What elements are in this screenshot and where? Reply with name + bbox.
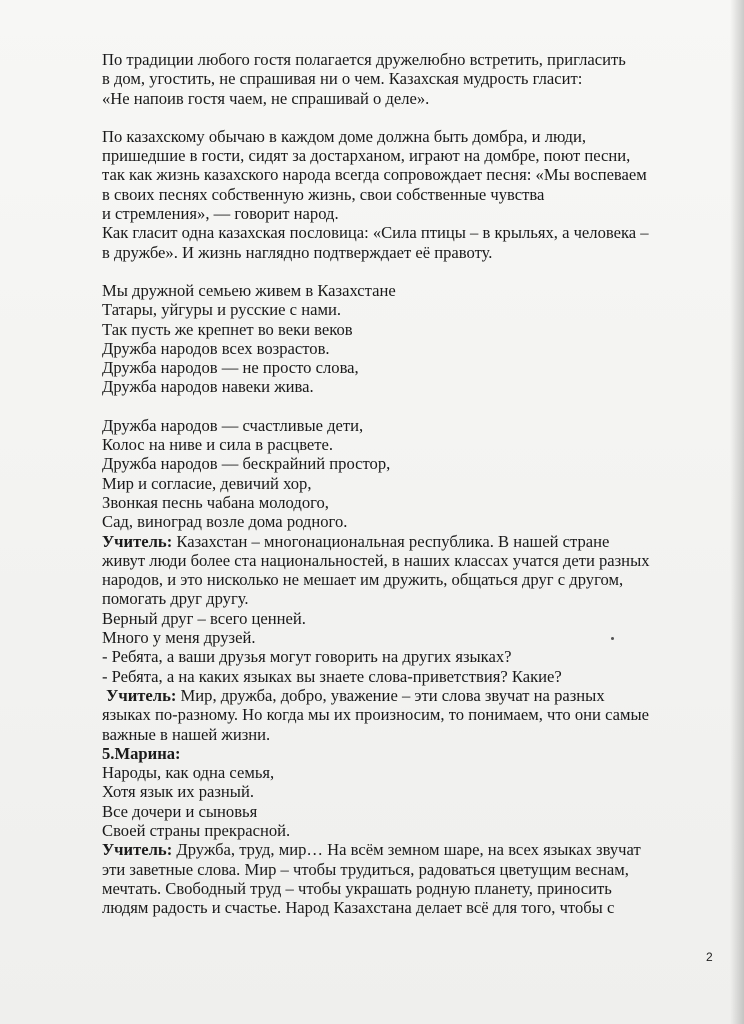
poem-line: Звонкая песнь чабана молодого,	[102, 492, 329, 512]
paragraph-gap	[102, 397, 692, 416]
text-line	[102, 686, 692, 705]
text-line: - Ребята, а ваши друзья могут говорить на других языках?	[102, 647, 512, 667]
paragraph-dombra	[102, 127, 692, 262]
text-line: - Ребята, а на каких языках вы знаете слова-приветствия? Какие?	[102, 666, 562, 686]
poem-line: Сад, виноград возле дома родного.	[102, 512, 348, 532]
poem-line: Народы, как одна семья,	[102, 763, 275, 783]
text-line	[102, 840, 692, 859]
speech-text: Дружба, труд, мир… На всём земном шаре, на всех языках звучат	[172, 840, 641, 860]
text-line	[102, 532, 692, 551]
text-line: в дом, угостить, не спрашивая ни о чем. Казахская мудрость гласит:	[102, 69, 583, 89]
poem-line: Дружба народов навеки жива.	[102, 377, 314, 397]
poem-line: Дружба народов — не просто слова,	[102, 358, 359, 378]
text-line: в дружбе». И жизнь наглядно подтверждает её правоту.	[102, 242, 493, 262]
teacher-block-2	[102, 686, 692, 744]
poem-line: Хотя язык их разный.	[102, 782, 254, 802]
poem-line: Все дочери и сыновья	[102, 801, 258, 821]
text-line: мечтать. Свободный труд – чтобы украшать родную планету, приносить	[102, 878, 612, 898]
text-line: По традиции любого гостя полагается дружелюбно встретить, пригласить	[102, 50, 626, 69]
speaker-label: Учитель:	[102, 531, 173, 551]
poem-line: Татары, уйгуры и русские с нами.	[102, 300, 341, 320]
poem-line: Дружба народов — бескрайний простор,	[102, 454, 391, 474]
text-line: эти заветные слова. Мир – чтобы трудиться, радоваться цветущим веснам,	[102, 859, 629, 879]
poem-line: Дружба народов — счастливые дети,	[102, 415, 364, 435]
poem-line: Так пусть же крепнет во веки веков	[102, 319, 353, 339]
speech-text: Мир, дружба, добро, уважение – эти слова звучат на разных	[176, 685, 605, 705]
marina-block	[102, 744, 692, 840]
text-line: Как гласит одна казахская пословица: «Сила птицы – в крыльях, а человека –	[102, 223, 649, 243]
text-line: живут люди более ста национальностей, в наших классах учатся дети разных	[102, 550, 650, 570]
document-body	[102, 50, 692, 917]
text-line: По казахскому обычаю в каждом доме должна быть домбра, и люди,	[102, 126, 587, 146]
poem-line: Колос на ниве и сила в расцвете.	[102, 435, 334, 455]
poem-line: Мы дружной семьею живем в Казахстане	[102, 280, 396, 300]
speaker-label: Учитель:	[102, 840, 173, 860]
poem-kazakhstan	[102, 281, 692, 397]
scan-edge-shadow	[730, 0, 744, 1024]
teacher-block-3	[102, 840, 692, 917]
poem-friendship	[102, 416, 692, 532]
paragraph-hospitality	[102, 50, 692, 108]
speaker-label: Учитель:	[106, 685, 177, 705]
text-line: важные в нашей жизни.	[102, 724, 271, 744]
text-line: народов, и это нисколько не мешает им дружить, общаться друг с другом,	[102, 570, 624, 590]
speech-text: Казахстан – многонациональная республика. В нашей стране	[172, 531, 610, 551]
text-line: и стремления», — говорит народ.	[102, 204, 339, 224]
text-line: пришедшие в гости, сидят за достарханом, играют на домбре, поют песни,	[102, 146, 631, 166]
text-line: Много у меня друзей.	[102, 628, 256, 648]
text-line: Верный друг – всего ценней.	[102, 608, 306, 628]
speaker-label: 5.Марина:	[102, 743, 181, 763]
page-number: 2	[706, 950, 713, 964]
text-line: помогать друг другу.	[102, 589, 249, 609]
text-line: людям радость и счастье. Народ Казахстана делает всё для того, чтобы с	[102, 898, 615, 918]
paragraph-gap	[102, 262, 692, 281]
text-line: так как жизнь казахского народа всегда сопровождает песня: «Мы воспеваем	[102, 165, 647, 185]
poem-line: Мир и согласие, девичий хор,	[102, 473, 312, 493]
poem-line: Своей страны прекрасной.	[102, 820, 291, 840]
text-line: в своих песнях собственную жизнь, свои собственные чувства	[102, 184, 545, 204]
text-line: языках по-разному. Но когда мы их произносим, то понимаем, что они самые	[102, 705, 650, 725]
teacher-block-1	[102, 532, 692, 686]
text-line: «Не напоив гостя чаем, не спрашивай о деле».	[102, 88, 430, 108]
poem-line: Дружба народов всех возрастов.	[102, 338, 330, 358]
paragraph-gap	[102, 108, 692, 127]
